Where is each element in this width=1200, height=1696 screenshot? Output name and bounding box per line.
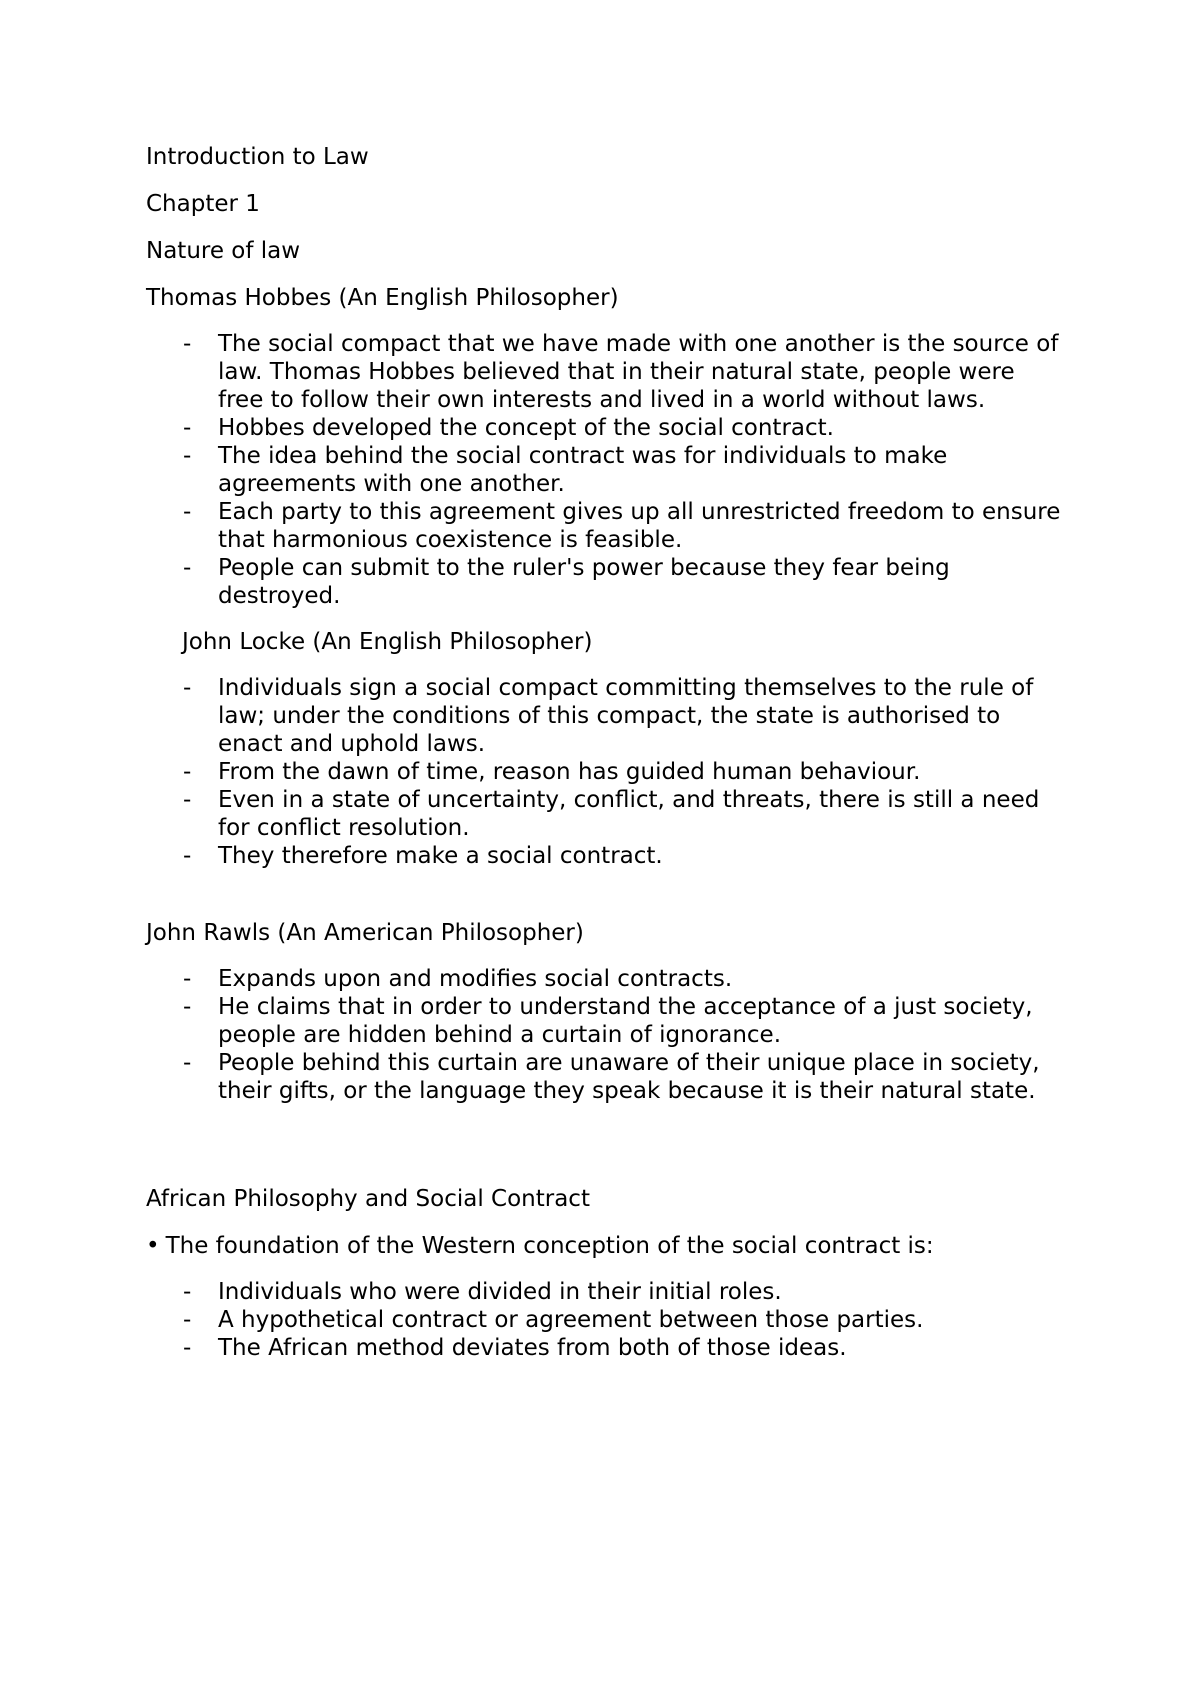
section-heading-african: African Philosophy and Social Contract — [146, 1186, 590, 1212]
list-item: - The African method deviates from both of those ideas. — [146, 1334, 1066, 1362]
list-item: - Each party to this agreement gives up all unrestricted freedom to ensure that harmonious coexistence is feasible. — [146, 498, 1066, 554]
rawls-list — [146, 965, 1066, 1105]
list-item: - People can submit to the ruler's power because they fear being destroyed. — [146, 554, 1066, 610]
list-item: - Individuals who were divided in their initial roles. — [146, 1278, 1066, 1306]
hobbes-list — [146, 330, 1066, 610]
locke-list — [146, 674, 1066, 870]
western-conception-bullet — [146, 1231, 1066, 1261]
list-item: - From the dawn of time, reason has guided human behaviour. — [146, 758, 1066, 786]
section-heading-locke: John Locke (An English Philosopher) — [182, 629, 593, 655]
bullet-icon: • — [146, 1233, 160, 1259]
list-item: - Expands upon and modifies social contracts. — [146, 965, 1066, 993]
list-item: - A hypothetical contract or agreement between those parties. — [146, 1306, 1066, 1334]
document-title: Introduction to Law — [146, 144, 369, 170]
list-item: - Even in a state of uncertainty, conflict, and threats, there is still a need for conflict resolution. — [146, 786, 1066, 842]
list-item: - He claims that in order to understand the acceptance of a just society, people are hidden behind a curtain of ignorance. — [146, 993, 1066, 1049]
chapter-label: Chapter 1 — [146, 191, 260, 217]
list-item: - Individuals sign a social compact committing themselves to the rule of law; under the conditions of this compact, the state is authorised to enact and uphold laws. — [146, 674, 1066, 758]
spacer — [146, 887, 1066, 918]
bullet-text: The foundation of the Western conception of the social contract is: — [165, 1233, 934, 1259]
african-list — [146, 1278, 1066, 1362]
section-heading-hobbes: Thomas Hobbes (An English Philosopher) — [146, 285, 619, 311]
list-item: - Hobbes developed the concept of the social contract. — [146, 414, 1066, 442]
topic-heading: Nature of law — [146, 238, 301, 264]
spacer — [146, 1122, 1066, 1184]
list-item: - The social compact that we have made with one another is the source of law. Thomas Hobbes believed that in their natural state, people were free to follow their own interests and lived in a world without laws. — [146, 330, 1066, 414]
section-heading-rawls: John Rawls (An American Philosopher) — [146, 920, 584, 946]
list-item: - People behind this curtain are unaware of their unique place in society, their gifts, or the language they speak because it is their natural state. — [146, 1049, 1066, 1105]
document-page — [146, 142, 1066, 1379]
list-item: - The idea behind the social contract was for individuals to make agreements with one another. — [146, 442, 1066, 498]
list-item: - They therefore make a social contract. — [146, 842, 1066, 870]
